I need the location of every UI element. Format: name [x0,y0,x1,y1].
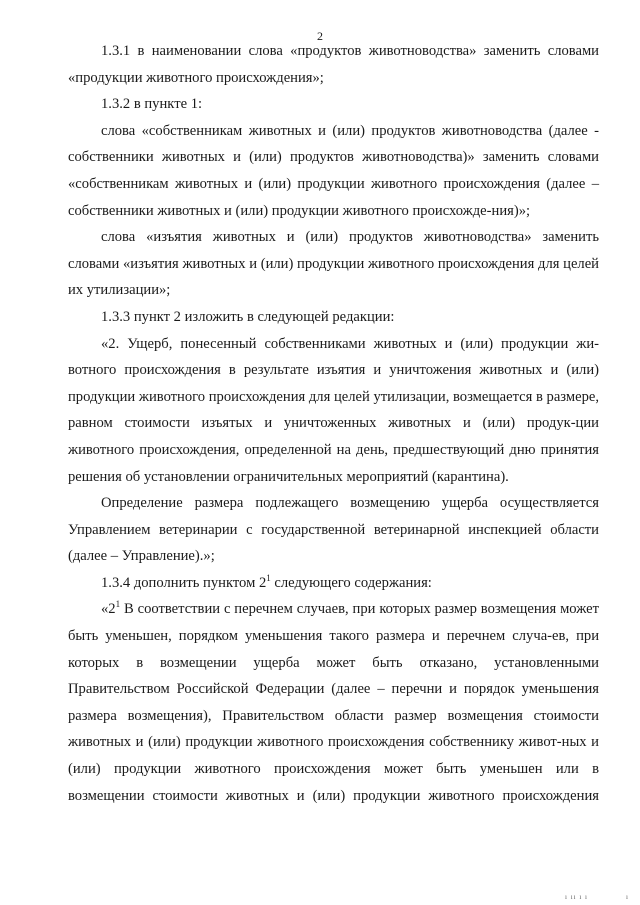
paragraph-replace-owners: слова «собственникам животных и (или) продуктов животноводства (далее - собственники животных и (или) продуктов животноводства)» заменить словами «собственникам животных и (или) продукции животного происхождения (далее – собственники животных и (или) продукции животного происхожде-ния)»; [68,122,599,219]
document-body [68,38,599,809]
paragraph-1-3-1: 1.3.1 в наименовании слова «продуктов животноводства» заменить словами «продукции животного происхождения»; [68,43,599,86]
paragraph-replace-seizure: слова «изъятия животных и (или) продуктов животноводства» заменить словами «изъятия животных и (или) продукции животного происхождения для целей их утилизации»; [68,229,599,299]
paragraph-clause-2: «2. Ущерб, понесенный собственниками животных и (или) продукции жи-вотного происхождения в результате изъятия и уничтожения животных и (или) продукции животного происхождения для целей утилизации, возмещается в размере, равном стоимости изъятых и уничтоженных животных и (или) продук-ции животного происхождения, определенной на день, предшествующий дню принятия решения об установлении ограничительных мероприятий (карантина). [68,335,599,485]
paragraph-damage-assessment: Определение размера подлежащего возмещению ущерба осуществляется Управлением ветеринарии с государственной ветеринарной инспекцией области (далее – Управление).»; [68,495,599,565]
superscript-1: 1 [266,572,271,583]
paragraph-1-3-3: 1.3.3 пункт 2 изложить в следующей редакции: [101,308,395,325]
paragraph-clause-2-1-after: В соответствии с перечнем случаев, при которых размер возмещения может быть уменьшен, порядком уменьшения такого размера и перечнем случа-ев, при которых в возмещении ущерба может быть отказано, установленными Правительством Российской Федерации (далее – перечни и порядок уменьшения размера возмещения), Правительством области размер возмещения стоимости животных и (или) продукции животного происхождения собственнику живот-ных и (или) продукции животного происхождения может быть уменьшен или в возмещении стоимости животных и (или) продукции животного происхождения [68,601,599,804]
scan-mark-left: ı ıı ı ı [565,893,588,901]
paragraph-1-3-4-after: следующего содержания: [270,574,432,591]
scan-mark-right: ı [626,893,629,901]
superscript-1: 1 [115,599,121,610]
paragraph-1-3-4-before: 1.3.4 дополнить пунктом 2 [101,574,267,591]
paragraph-clause-2-1-before: «2 [101,601,116,618]
page-number: 2 [317,29,323,43]
paragraph-1-3-2: 1.3.2 в пункте 1: [101,96,203,113]
paragraph-clause-2-1 [68,596,599,809]
paragraph-1-3-4 [68,570,599,597]
